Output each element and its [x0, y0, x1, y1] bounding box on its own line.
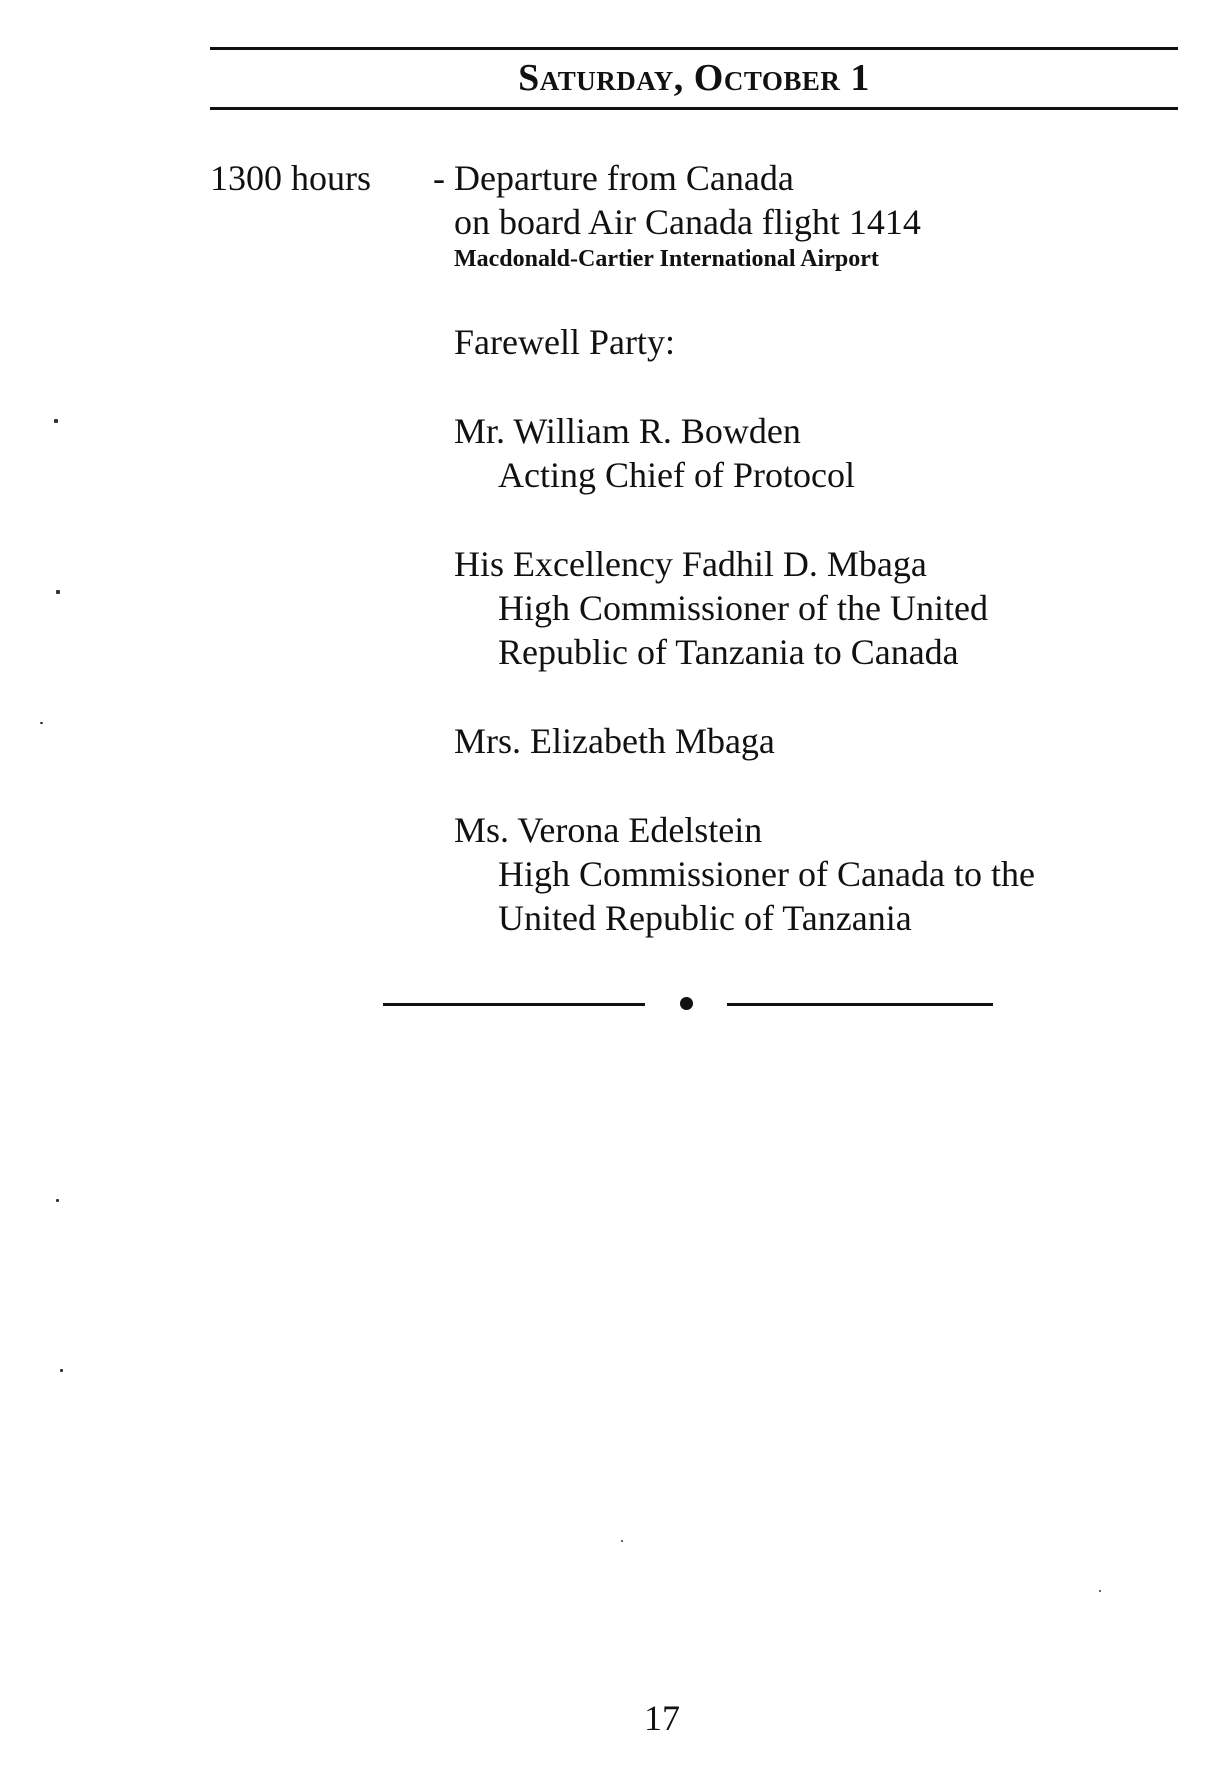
person-title: Acting Chief of Protocol	[498, 455, 855, 495]
person-title: Republic of Tanzania to Canada	[498, 632, 959, 672]
departure-line-1: Departure from Canada	[454, 158, 794, 198]
scan-speck	[54, 419, 58, 423]
scan-speck	[1099, 1590, 1101, 1592]
venue-label: Macdonald-Cartier International Airport	[454, 246, 879, 272]
person-name: His Excellency Fadhil D. Mbaga	[454, 544, 927, 584]
person-name: Mr. William R. Bowden	[454, 411, 801, 451]
person-title: High Commissioner of the United	[498, 588, 988, 628]
separator-left-line	[383, 1003, 645, 1006]
time-label: 1300 hours	[210, 158, 371, 198]
entry-dash: -	[433, 158, 445, 198]
day-heading: Saturday, October 1	[518, 57, 870, 99]
person-title: High Commissioner of Canada to the	[498, 854, 1035, 894]
person-title: United Republic of Tanzania	[498, 898, 912, 938]
page-number: 17	[644, 1698, 680, 1738]
farewell-heading: Farewell Party:	[454, 322, 675, 362]
scan-speck	[56, 1199, 59, 1202]
departure-line-2: on board Air Canada flight 1414	[454, 202, 921, 242]
heading-top-rule	[210, 47, 1178, 50]
person-name: Ms. Verona Edelstein	[454, 810, 763, 850]
separator-right-line	[727, 1003, 993, 1006]
separator-dot	[680, 997, 693, 1010]
person-name: Mrs. Elizabeth Mbaga	[454, 721, 775, 761]
heading-bottom-rule	[210, 107, 1178, 110]
scan-speck	[621, 1540, 623, 1542]
scan-speck	[56, 590, 60, 594]
scan-speck	[60, 1369, 63, 1372]
scan-speck	[40, 722, 43, 724]
